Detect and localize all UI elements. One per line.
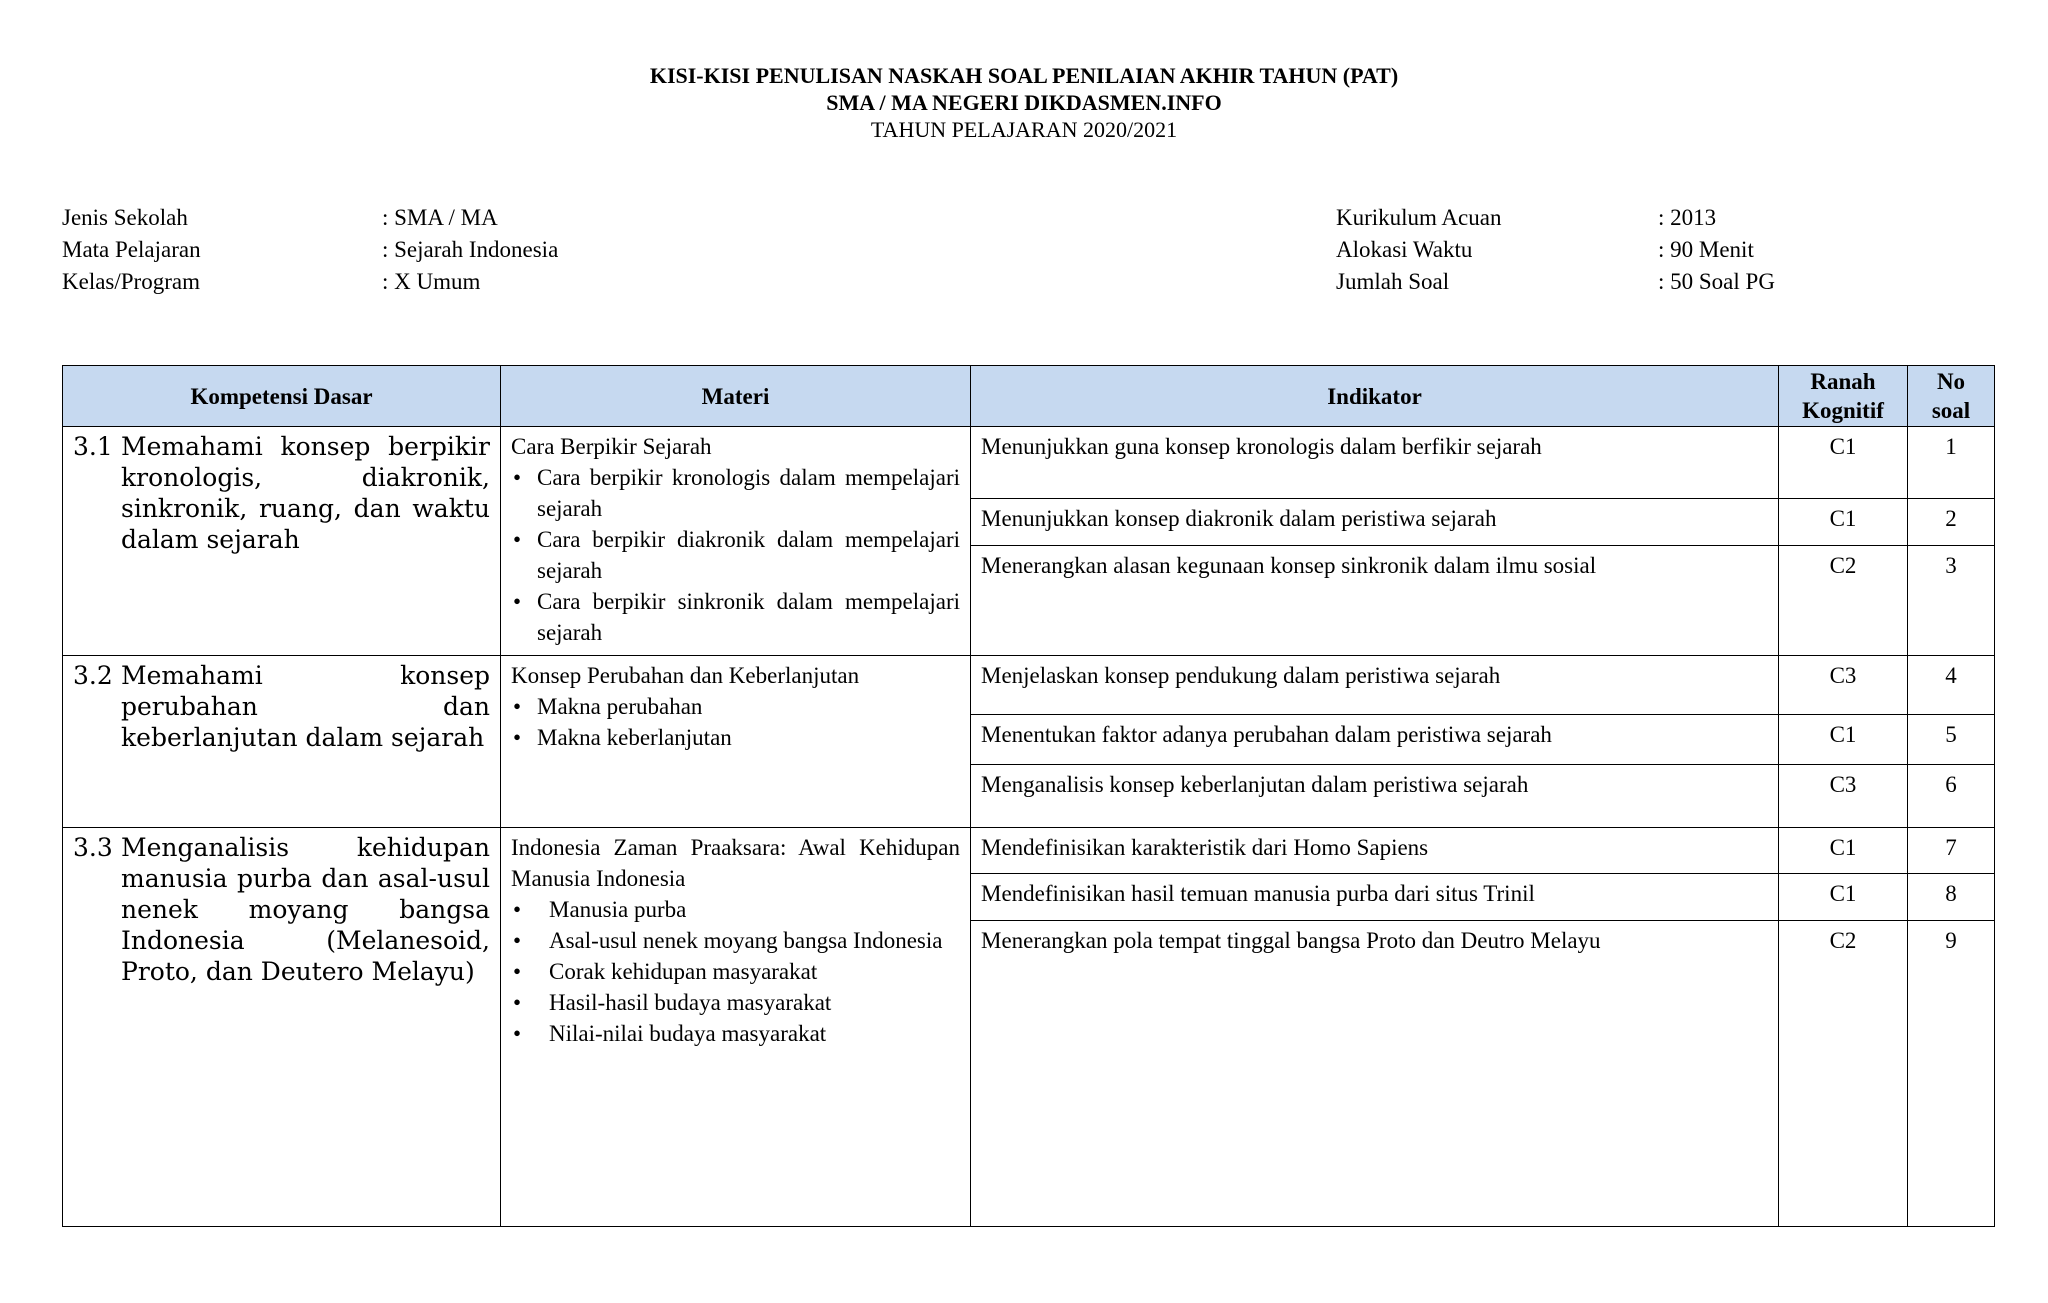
- materi-cell: [501, 828, 971, 1227]
- info-value: : SMA / MA: [382, 205, 498, 230]
- ranah-cell: C2: [1779, 921, 1908, 1227]
- materi-title: Indonesia Zaman Praaksara: Awal Kehidupan Manusia Indonesia: [511, 835, 960, 891]
- indikator-cell: Menunjukkan guna konsep kronologis dalam berfikir sejarah: [971, 427, 1779, 499]
- table-row: [63, 656, 1995, 715]
- indikator-cell: Menjelaskan konsep pendukung dalam peristiwa sejarah: [971, 656, 1779, 715]
- list-item: [511, 894, 960, 925]
- bullet-icon: •: [513, 897, 522, 922]
- bullet-icon: •: [513, 990, 522, 1015]
- ranah-cell: C1: [1779, 499, 1908, 546]
- materi-item: Asal-usul nenek moyang bangsa Indonesia: [549, 928, 943, 953]
- bullet-icon: •: [513, 527, 522, 552]
- materi-list: [511, 462, 960, 648]
- materi-item: Makna perubahan: [537, 694, 703, 719]
- list-item: [511, 987, 960, 1018]
- info-value: : 90 Menit: [1658, 237, 1754, 262]
- no-soal-cell: 7: [1908, 828, 1995, 874]
- kd-number: 3.2: [73, 661, 113, 690]
- materi-title: Konsep Perubahan dan Keberlanjutan: [511, 663, 860, 688]
- materi-list: [511, 894, 960, 1049]
- no-soal-cell: 9: [1908, 921, 1995, 1227]
- info-label: Alokasi Waktu: [1336, 237, 1473, 262]
- header-ranah-kognitif: [1779, 366, 1908, 427]
- info-row: [62, 266, 558, 298]
- document-title: KISI-KISI PENULISAN NASKAH SOAL PENILAIAN AKHIR TAHUN (PAT): [649, 63, 1399, 88]
- bullet-icon: •: [513, 959, 522, 984]
- header-indikator: Indikator: [971, 366, 1779, 427]
- header-no-line2: soal: [1931, 398, 1971, 423]
- materi-item: Makna keberlanjutan: [537, 725, 732, 750]
- materi-item: Cara berpikir diakronik dalam mempelajari sejarah: [537, 527, 960, 583]
- list-item: [511, 462, 960, 524]
- info-label: Jumlah Soal: [1336, 269, 1450, 294]
- info-row: [62, 234, 558, 266]
- table-row: [63, 427, 1995, 499]
- academic-year: TAHUN PELAJARAN 2020/2021: [870, 117, 1178, 142]
- header-ranah-line1: Ranah: [1810, 369, 1876, 394]
- info-value: : 50 Soal PG: [1658, 269, 1775, 294]
- info-left: [62, 202, 558, 298]
- materi-list: [511, 691, 960, 753]
- ranah-cell: C3: [1779, 656, 1908, 715]
- indikator-cell: Menentukan faktor adanya perubahan dalam peristiwa sejarah: [971, 715, 1779, 765]
- info-label: Kelas/Program: [62, 269, 200, 294]
- ranah-cell: C3: [1779, 765, 1908, 828]
- materi-item: Hasil-hasil budaya masyarakat: [549, 990, 832, 1015]
- materi-title: Cara Berpikir Sejarah: [511, 434, 712, 459]
- kd-cell: [63, 828, 501, 1227]
- materi-item: Manusia purba: [549, 897, 687, 922]
- bullet-icon: •: [513, 725, 522, 750]
- list-item: [511, 586, 960, 648]
- kisi-kisi-table: [62, 365, 1995, 1227]
- list-item: [511, 956, 960, 987]
- bullet-icon: •: [513, 589, 522, 614]
- info-value: : X Umum: [382, 269, 481, 294]
- bullet-icon: •: [513, 465, 522, 490]
- materi-item: Cara berpikir sinkronik dalam mempelajari sejarah: [537, 589, 960, 645]
- kd-text: Menganalisis kehidupan manusia purba dan asal-usul nenek moyang bangsa Indonesia (Melanesoid, Proto, dan Deutero Melayu): [121, 833, 490, 986]
- info-row: [1336, 266, 1775, 298]
- ranah-cell: C1: [1779, 828, 1908, 874]
- no-soal-cell: 3: [1908, 546, 1995, 656]
- materi-item: Cara berpikir kronologis dalam mempelajari sejarah: [537, 465, 960, 521]
- info-right: [1336, 202, 1775, 298]
- document-title-block: [0, 62, 2048, 143]
- list-item: [511, 691, 960, 722]
- info-label: Jenis Sekolah: [62, 205, 188, 230]
- list-item: [511, 722, 960, 753]
- no-soal-cell: 2: [1908, 499, 1995, 546]
- indikator-cell: Menunjukkan konsep diakronik dalam peristiwa sejarah: [971, 499, 1779, 546]
- list-item: [511, 524, 960, 586]
- header-kompetensi-dasar: Kompetensi Dasar: [63, 366, 501, 427]
- info-label: Kurikulum Acuan: [1336, 205, 1502, 230]
- list-item: [511, 1018, 960, 1049]
- no-soal-cell: 6: [1908, 765, 1995, 828]
- kd-text: Memahami konsep berpikir kronologis, diakronik, sinkronik, ruang, dan waktu dalam sejarah: [121, 432, 490, 554]
- bullet-icon: •: [513, 928, 522, 953]
- kd-text: Memahami konsep perubahan dan keberlanjutan dalam sejarah: [121, 661, 490, 752]
- kd-cell: [63, 656, 501, 828]
- school-name: SMA / MA NEGERI DIKDASMEN.INFO: [826, 90, 1222, 115]
- table-row: [63, 828, 1995, 874]
- list-item: [511, 925, 960, 956]
- no-soal-cell: 4: [1908, 656, 1995, 715]
- indikator-cell: Menerangkan pola tempat tinggal bangsa Proto dan Deutro Melayu: [971, 921, 1779, 1227]
- info-row: [62, 202, 558, 234]
- indikator-cell: Mendefinisikan karakteristik dari Homo Sapiens: [971, 828, 1779, 874]
- indikator-cell: Mendefinisikan hasil temuan manusia purba dari situs Trinil: [971, 874, 1779, 921]
- ranah-cell: C1: [1779, 427, 1908, 499]
- header-ranah-line2: Kognitif: [1802, 398, 1884, 423]
- ranah-cell: C1: [1779, 715, 1908, 765]
- header-no-soal: [1908, 366, 1995, 427]
- materi-item: Nilai-nilai budaya masyarakat: [549, 1021, 827, 1046]
- info-value: : Sejarah Indonesia: [382, 237, 559, 262]
- table-header-row: [63, 366, 1995, 427]
- bullet-icon: •: [513, 1021, 522, 1046]
- bullet-icon: •: [513, 694, 522, 719]
- materi-cell: [501, 656, 971, 828]
- header-no-line1: No: [1936, 369, 1966, 394]
- indikator-cell: Menganalisis konsep keberlanjutan dalam peristiwa sejarah: [971, 765, 1779, 828]
- info-row: [1336, 234, 1775, 266]
- indikator-cell: Menerangkan alasan kegunaan konsep sinkronik dalam ilmu sosial: [971, 546, 1779, 656]
- no-soal-cell: 8: [1908, 874, 1995, 921]
- info-row: [1336, 202, 1775, 234]
- kd-number: 3.3: [73, 833, 113, 862]
- ranah-cell: C2: [1779, 546, 1908, 656]
- ranah-cell: C1: [1779, 874, 1908, 921]
- no-soal-cell: 1: [1908, 427, 1995, 499]
- info-label: Mata Pelajaran: [62, 237, 201, 262]
- kd-cell: [63, 427, 501, 656]
- kd-number: 3.1: [73, 432, 113, 461]
- info-value: : 2013: [1658, 205, 1717, 230]
- materi-cell: [501, 427, 971, 656]
- no-soal-cell: 5: [1908, 715, 1995, 765]
- materi-item: Corak kehidupan masyarakat: [549, 959, 818, 984]
- header-materi: Materi: [501, 366, 971, 427]
